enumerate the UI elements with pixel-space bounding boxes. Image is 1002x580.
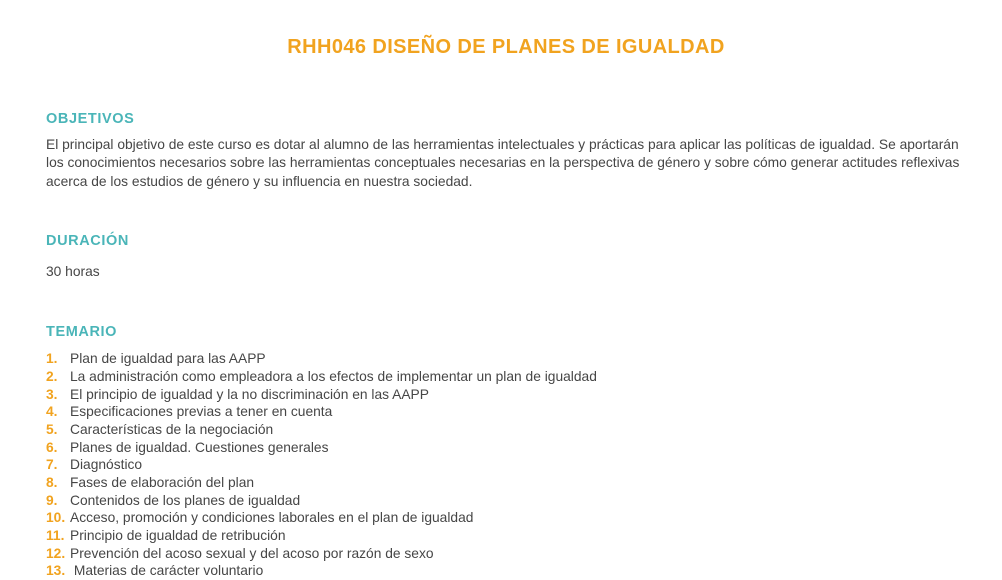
temario-item	[46, 492, 966, 510]
temario-item-text: Características de la negociación	[70, 422, 274, 437]
temario-item-text: La administración como empleadora a los efectos de implementar un plan de igualdad	[70, 369, 597, 385]
temario-item-number: 4.	[46, 404, 58, 420]
temario-item	[46, 439, 966, 457]
section-temario	[46, 324, 966, 580]
temario-item	[46, 527, 966, 545]
temario-item-number: 11.	[46, 527, 65, 543]
temario-item-text: Materias de carácter voluntario	[70, 563, 264, 579]
temario-item-number: 9.	[46, 492, 58, 508]
duracion-value: 30 horas	[46, 264, 100, 280]
temario-item-number: 1.	[46, 351, 58, 367]
temario-item-text: Fases de elaboración del plan	[70, 474, 255, 490]
temario-item	[46, 545, 966, 563]
page-title: RHH046 DISEÑO DE PLANES DE IGUALDAD	[287, 36, 725, 58]
temario-item	[46, 386, 966, 404]
temario-item-number: 3.	[46, 386, 58, 402]
temario-item	[46, 562, 966, 580]
temario-item-number: 7.	[46, 457, 58, 473]
temario-item-text: Planes de igualdad. Cuestiones generales	[70, 439, 329, 455]
temario-item	[46, 350, 966, 368]
temario-item-number: 5.	[46, 422, 58, 437]
temario-item-text: El principio de igualdad y la no discriminación en las AAPP	[70, 386, 429, 402]
temario-item-number: 10.	[46, 510, 66, 526]
temario-list	[46, 350, 966, 580]
temario-item	[46, 403, 966, 421]
temario-item-text: Plan de igualdad para las AAPP	[70, 351, 266, 367]
section-duracion	[46, 233, 966, 281]
temario-item-text: Acceso, promoción y condiciones laborales en el plan de igualdad	[70, 510, 474, 526]
temario-item-number: 12.	[46, 545, 66, 561]
temario-item-number: 8.	[46, 474, 58, 490]
objetivos-heading: OBJETIVOS	[46, 111, 135, 127]
temario-item-text: Prevención del acoso sexual y del acoso por razón de sexo	[70, 545, 434, 561]
temario-item-number: 6.	[46, 439, 58, 455]
temario-item	[46, 456, 966, 474]
objetivos-paragraph: El principal objetivo de este curso es dotar al alumno de las herramientas intelectuales y prácticas para aplicar las políticas de igualdad. Se aportarán los conocimientos necesarios sobre las herramientas conceptuales necesarias en la perspectiva de género y sobre cómo generar actitudes reflexivas acerca de los estudios de género y su influencia en nuestra sociedad.	[46, 137, 960, 189]
duracion-heading: DURACIÓN	[46, 233, 129, 250]
temario-heading: TEMARIO	[46, 324, 118, 341]
temario-item-text: Principio de igualdad de retribución	[70, 527, 286, 543]
temario-item-text: Diagnóstico	[70, 457, 143, 473]
temario-item-number: 13.	[46, 563, 66, 579]
temario-item	[46, 368, 966, 386]
temario-item	[46, 509, 966, 527]
temario-item-text: Contenidos de los planes de igualdad	[70, 492, 301, 508]
temario-item-number: 2.	[46, 369, 58, 385]
temario-item-text: Especificaciones previas a tener en cuenta	[70, 404, 333, 420]
temario-item	[46, 474, 966, 492]
section-objetivos	[46, 111, 966, 191]
temario-item	[46, 421, 966, 439]
